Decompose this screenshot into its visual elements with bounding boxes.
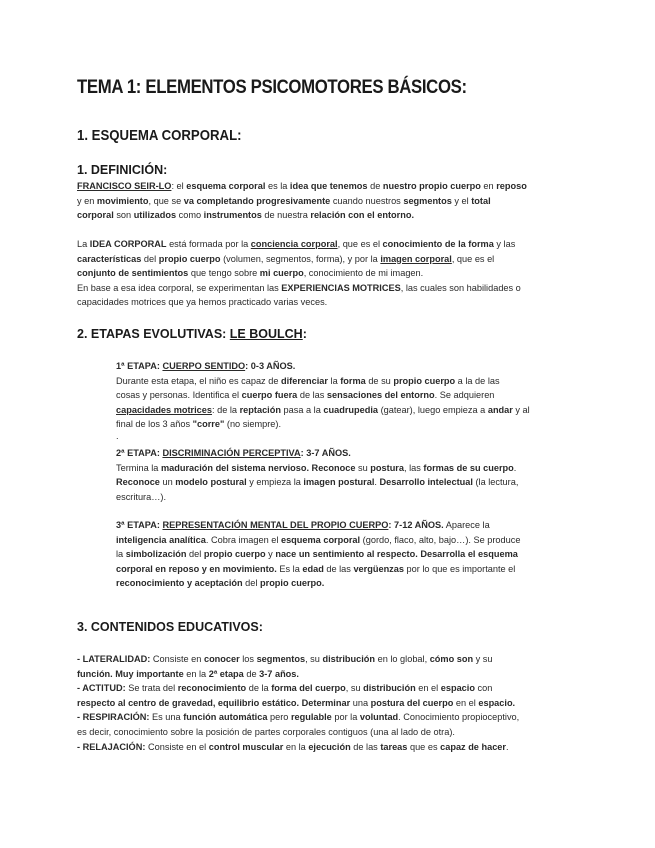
text-run: espacio: [440, 683, 475, 694]
text-run: FRANCISCO SEIR-LO: [77, 181, 172, 191]
text-run: (gordo, flaco, alto, bajo…). Se produce: [360, 534, 521, 545]
text-run: Consiste en el: [145, 741, 209, 752]
text-run: propio cuerpo.: [260, 578, 325, 589]
text-run: DISCRIMINACIÓN PERCEPTIVA: [162, 448, 301, 458]
text-run: en lo global,: [375, 654, 430, 664]
text-run: propio cuerpo: [158, 253, 221, 264]
text-run: su: [355, 462, 371, 473]
list-item: [77, 725, 597, 740]
text-run: la: [327, 375, 341, 386]
text-run: - ACTITUD:: [77, 683, 126, 694]
text-run: conjunto de sentimientos: [77, 268, 189, 279]
text-run: segmentos: [256, 654, 306, 664]
text-run: de su: [365, 375, 394, 386]
text-run: ejecución: [308, 741, 351, 752]
text-run: - RESPIRACIÓN:: [77, 712, 150, 723]
list-item: [77, 667, 597, 682]
text-run: por lo que es importante el: [404, 563, 516, 574]
text-run: , que es el: [451, 253, 495, 264]
text-run: respecto al centro de gravedad, equilibrio estático. Determinar: [77, 697, 351, 708]
etapas-heading: [77, 327, 307, 341]
text-line: [116, 533, 586, 548]
definicion-heading: 1. DEFINICIÓN:: [77, 163, 168, 177]
text-line: [116, 374, 586, 389]
text-run: reconocimiento y aceptación: [116, 578, 243, 589]
text-run: espacio.: [478, 697, 516, 708]
text-run: LE BOULCH: [229, 327, 303, 341]
text-run: cuerpo fuera: [241, 390, 298, 401]
text-run: esquema corporal: [186, 181, 266, 191]
text-run: total: [471, 195, 491, 206]
text-run: de: [367, 181, 383, 191]
text-run: Durante esta etapa, el niño es capaz de: [116, 375, 281, 386]
text-run: función automática: [183, 712, 268, 723]
text-run: distribución: [322, 654, 376, 664]
text-run: conocer: [203, 654, 240, 664]
text-line: [77, 179, 587, 194]
text-run: Consiste en: [150, 654, 204, 664]
text-run: propio cuerpo: [393, 375, 456, 386]
text-run: la: [116, 549, 126, 560]
text-run: pasa a la: [280, 404, 324, 415]
text-run: : 0-3 AÑOS.: [245, 361, 296, 371]
contenidos-list: [77, 652, 597, 754]
text-run: Reconoce: [116, 477, 160, 488]
text-run: formas de su cuerpo: [423, 462, 514, 473]
text-run: simbolización: [125, 549, 187, 560]
text-run: . Conocimiento propioceptivo,: [398, 712, 520, 723]
text-run: instrumentos: [203, 210, 262, 221]
text-run: 1ª ETAPA:: [116, 361, 163, 371]
etapa-2-title: [116, 446, 586, 461]
text-run: de las: [323, 563, 354, 574]
text-run: es decir, conocimiento sobre la posición de partes corporales contiguos (una al lado de otra).: [77, 726, 455, 737]
text-run: en la: [283, 741, 309, 752]
text-run: y al: [512, 404, 530, 415]
text-run: y su: [473, 654, 493, 664]
text-run: :: [302, 327, 307, 341]
text-run: : de la: [212, 404, 240, 415]
text-run: .: [506, 741, 509, 752]
text-run: conocimiento de la forma: [382, 239, 494, 249]
text-run: cosas y personas. Identifica el: [116, 390, 242, 401]
list-item: [77, 740, 597, 755]
text-run: capaz de hacer: [440, 741, 506, 752]
text-run: - RELAJACIÓN:: [77, 741, 146, 752]
text-run: REPRESENTACIÓN MENTAL DEL PROPIO CUERPO: [162, 520, 389, 530]
text-run: una: [350, 697, 371, 708]
text-run: que es: [407, 741, 441, 752]
text-run: mi cuerpo: [259, 268, 304, 279]
text-run: y empieza la: [246, 477, 304, 488]
text-run: : el: [171, 181, 187, 191]
text-run: 2ª ETAPA:: [116, 448, 163, 458]
text-run: nuestro propio cuerpo: [382, 181, 481, 191]
text-run: en la: [183, 668, 209, 679]
text-run: CUERPO SENTIDO: [162, 361, 246, 371]
text-run: son: [113, 210, 134, 221]
text-run: tareas: [380, 741, 408, 752]
list-item: [77, 652, 597, 667]
etapa-1-title: [116, 359, 586, 374]
text-line: [116, 490, 586, 505]
etapa-1-block: [116, 359, 586, 440]
text-run: a la de las: [455, 375, 500, 386]
text-line: [116, 475, 586, 490]
text-run: regulable: [290, 712, 332, 723]
text-line: [77, 237, 587, 252]
text-run: corporal: [77, 210, 114, 221]
text-run: .: [374, 477, 380, 488]
text-run: es la: [265, 181, 290, 191]
text-run: de: [243, 668, 260, 679]
text-run: reptación: [239, 404, 281, 415]
text-run: utilizados: [133, 210, 177, 221]
text-run: con: [474, 683, 493, 694]
text-line: [116, 562, 586, 577]
text-run: imagen corporal: [380, 253, 452, 264]
text-run: (volumen, segmentos, forma), y por la: [220, 253, 381, 264]
page-title: TEMA 1: ELEMENTOS PSICOMOTORES BÁSICOS:: [77, 76, 467, 98]
text-run: Es una: [149, 712, 184, 723]
text-run: como: [176, 210, 204, 221]
text-run: esquema corporal: [280, 534, 361, 545]
text-run: reconocimiento: [177, 683, 247, 694]
text-run: función. Muy importante: [77, 668, 184, 679]
text-run: propio cuerpo: [203, 549, 266, 560]
text-run: características: [77, 253, 142, 264]
text-run: capacidades motrices que ya hemos practicado varias veces.: [77, 297, 328, 308]
text-run: del: [242, 578, 260, 589]
text-run: voluntad: [359, 712, 399, 723]
text-run: y las: [493, 239, 516, 249]
text-line: [116, 403, 586, 418]
text-run: control muscular: [208, 741, 284, 752]
text-line: [116, 388, 586, 403]
text-run: EXPERIENCIAS MOTRICES: [281, 282, 401, 293]
text-run: Es la: [276, 563, 303, 574]
text-run: idea que tenemos: [289, 181, 368, 191]
text-run: , su: [305, 654, 323, 664]
text-run: capacidades motrices: [116, 404, 213, 415]
list-item: [77, 681, 597, 696]
text-run: 2ª etapa: [208, 668, 244, 679]
text-run: Se trata del: [125, 683, 178, 694]
text-line: [77, 194, 587, 209]
text-run: , que se: [148, 195, 184, 206]
text-line: [116, 576, 586, 591]
text-run: en: [480, 181, 497, 191]
text-run: escritura…).: [116, 491, 167, 502]
text-run: (no siempre).: [224, 419, 282, 430]
text-run: cómo son: [429, 654, 474, 664]
text-run: y en: [77, 195, 97, 206]
text-line: [116, 461, 586, 476]
text-run: , las: [404, 462, 424, 473]
text-run: IDEA CORPORAL: [89, 239, 167, 249]
text-run: postura: [370, 462, 404, 473]
text-line: [77, 208, 587, 223]
text-line: [116, 547, 586, 562]
definicion-paragraph: [77, 179, 587, 223]
text-run: diferenciar: [280, 375, 328, 386]
text-run: de nuestra: [261, 210, 311, 221]
text-run: movimiento: [96, 195, 149, 206]
text-run: "corre": [192, 419, 225, 430]
text-run: los: [239, 654, 257, 664]
text-run: edad: [302, 563, 324, 574]
text-run: . Se adquieren: [434, 390, 495, 401]
text-run: . Cobra imagen el: [205, 534, 281, 545]
text-run: inteligencia analítica: [116, 534, 206, 545]
text-run: , su: [345, 683, 364, 694]
text-run: Aparece la: [443, 520, 490, 530]
text-run: (la lectura,: [472, 477, 519, 488]
text-run: va completando progresivamente: [183, 195, 331, 206]
text-run: 3ª ETAPA:: [116, 520, 163, 530]
text-run: : 3-7 AÑOS.: [300, 448, 351, 458]
text-run: 3-7 años.: [259, 668, 299, 679]
section-esquema-corporal-title: 1. ESQUEMA CORPORAL:: [77, 127, 242, 144]
contenidos-heading: 3. CONTENIDOS EDUCATIVOS:: [77, 620, 263, 634]
text-run: en el: [415, 683, 441, 694]
text-run: andar: [487, 404, 513, 415]
text-run: está formada por la: [166, 239, 251, 249]
text-run: de las: [350, 741, 381, 752]
etapa-2-block: [116, 446, 586, 504]
text-run: sensaciones del entorno: [326, 390, 435, 401]
text-run: Desarrollo intelectual: [379, 477, 473, 488]
text-run: La: [77, 239, 90, 249]
text-line: [77, 252, 587, 267]
etapa-3-block: [116, 518, 586, 591]
text-run: un: [159, 477, 176, 488]
text-run: del: [186, 549, 204, 560]
text-run: forma: [340, 375, 366, 386]
text-run: relación con el entorno.: [310, 210, 415, 221]
text-line: [116, 417, 586, 432]
text-run: .: [116, 430, 119, 441]
text-run: segmentos: [403, 195, 452, 206]
text-run: distribución: [363, 683, 416, 694]
text-run: cuadrupedia: [323, 404, 379, 415]
text-run: del: [141, 253, 159, 264]
text-run: y el: [451, 195, 472, 206]
text-run: , que es el: [337, 239, 383, 249]
text-run: nace un sentimiento al respecto. Desarrolla el esquema: [275, 549, 518, 560]
text-line: [77, 295, 587, 310]
text-run: por la: [331, 712, 360, 723]
text-run: - LATERALIDAD:: [77, 654, 151, 664]
text-run: modelo postural: [175, 477, 247, 488]
etapa-3-title: [116, 518, 586, 533]
text-run: conciencia corporal: [250, 239, 338, 249]
text-run: postura del cuerpo: [370, 697, 454, 708]
list-item: [77, 710, 597, 725]
text-run: maduración del sistema nervioso. Reconoce: [160, 462, 356, 473]
text-run: pero: [267, 712, 291, 723]
idea-corporal-paragraph: [77, 237, 587, 310]
text-line: [77, 281, 587, 296]
text-run: de las: [297, 390, 327, 401]
text-run: reposo: [496, 181, 527, 191]
text-run: que tengo sobre: [188, 268, 260, 279]
text-run: corporal en reposo y en movimiento.: [116, 563, 277, 574]
text-run: cuando nuestros: [330, 195, 404, 206]
text-run: de la: [246, 683, 272, 694]
text-run: Termina la: [116, 462, 161, 473]
text-run: (gatear), luego empieza a: [378, 404, 488, 415]
text-run: 2. ETAPAS EVOLUTIVAS:: [77, 327, 230, 341]
text-run: : 7-12 AÑOS.: [388, 520, 444, 530]
text-run: forma del cuerpo: [271, 683, 346, 694]
text-run: .: [513, 462, 517, 473]
text-run: imagen postural: [303, 477, 375, 488]
text-run: y: [265, 549, 276, 560]
text-run: vergüenzas: [353, 563, 404, 574]
text-line: [116, 432, 586, 440]
text-line: [77, 266, 587, 281]
text-run: final de los 3 años: [116, 419, 193, 430]
text-run: , las cuales son habilidades o: [400, 282, 521, 293]
text-run: , conocimiento de mi imagen.: [303, 268, 424, 279]
text-run: en el: [453, 697, 479, 708]
list-item: [77, 696, 597, 711]
text-run: En base a esa idea corporal, se experimentan las: [77, 282, 282, 293]
